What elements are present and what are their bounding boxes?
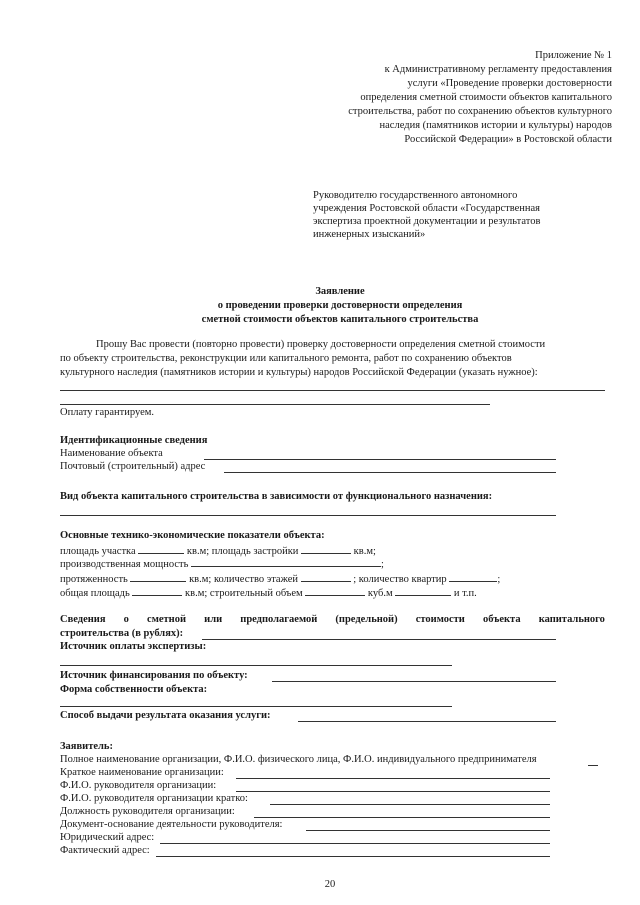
appendix-line: Приложение № 1 (535, 50, 612, 61)
request-line: культурного наследия (памятников истории и культуры) народов Российской Федерации (указать нужное): (60, 367, 538, 378)
cost-word: стоимости (415, 614, 465, 625)
object-type-field[interactable] (60, 515, 556, 516)
actual-address-field[interactable] (156, 856, 550, 857)
etc-label: и т.п. (453, 588, 477, 599)
volume-field[interactable] (305, 586, 365, 596)
head-fio-field[interactable] (236, 791, 550, 792)
legal-address-field[interactable] (160, 843, 550, 844)
head-fio-short-field[interactable] (270, 804, 550, 805)
basis-doc-field[interactable] (306, 830, 550, 831)
request-line: Прошу Вас провести (повторно провести) проверку достоверности определения сметной стоимости (96, 339, 546, 350)
punctuation: ; (381, 559, 384, 570)
cost-word: о (123, 614, 129, 625)
appendix-line: к Административному регламенту предоставления (384, 64, 612, 75)
building-area-field[interactable] (301, 544, 351, 554)
volume-label: кв.м; строительный объем (185, 588, 303, 599)
applicant-heading: Заявитель: (60, 741, 113, 752)
indicators-row-4 (60, 586, 477, 600)
object-name-label: Наименование объекта (60, 448, 163, 459)
indicators-row-3 (60, 572, 500, 586)
punctuation: ; (497, 574, 501, 585)
short-name-label: Краткое наименование организации: (60, 767, 224, 778)
finance-source-field[interactable] (272, 681, 556, 682)
appendix-line: Российской Федерации» в Ростовской области (404, 134, 612, 145)
length-field[interactable] (130, 572, 186, 582)
total-area-label: общая площадь (60, 588, 130, 599)
cost-field[interactable] (202, 639, 556, 640)
cost-word: сметной (147, 614, 187, 625)
request-line: по объекту строительства, реконструкции или капитального ремонта, работ по сохранению объектов (60, 353, 512, 364)
guarantee-text: Оплату гарантируем. (60, 407, 155, 418)
capacity-field[interactable] (191, 557, 381, 567)
unit-label: куб.м (367, 588, 393, 599)
cost-word: капитального (538, 614, 605, 625)
object-type-heading: Вид объекта капитального строительства в зависимости от функционального назначения: (60, 491, 493, 502)
plot-area-field[interactable] (138, 544, 184, 554)
indicators-row-2 (60, 557, 384, 571)
addressee-line: Руководителю государственного автономного (313, 190, 518, 201)
cost-word: предполагаемой (240, 614, 318, 625)
finance-source-label: Источник финансирования по объекту: (60, 670, 248, 681)
floors-field[interactable] (301, 572, 351, 582)
length-label: протяженность (60, 574, 128, 585)
actual-address-label: Фактический адрес: (60, 845, 150, 856)
title-line: сметной стоимости объектов капитального строительства (201, 314, 479, 325)
delivery-field[interactable] (298, 721, 556, 722)
request-fill-line[interactable] (60, 404, 490, 405)
appendix-line: услуги «Проведение проверки достоверности (407, 78, 612, 89)
head-fio-short-label: Ф.И.О. руководителя организации кратко: (60, 793, 248, 804)
legal-address-label: Юридический адрес: (60, 832, 155, 843)
addressee-line: экспертиза проектной документации и результатов (313, 216, 541, 227)
cost-word: (предельной) (335, 614, 398, 625)
appendix-line: строительства, работ по сохранению объектов культурного (348, 106, 612, 117)
appendix-line: наследия (памятников истории и культуры) народов (379, 120, 612, 131)
head-position-field[interactable] (254, 817, 550, 818)
payment-source-field[interactable] (60, 665, 452, 666)
title-line: Заявление (315, 286, 365, 297)
title-line: о проведении проверки достоверности определения (217, 300, 463, 311)
delivery-label: Способ выдачи результата оказания услуги: (60, 710, 271, 721)
cost-word: объекта (482, 614, 521, 625)
cost-word: или (204, 614, 223, 625)
unit-label: кв.м; (353, 546, 376, 557)
plot-area-label: площадь участка (60, 546, 136, 557)
addressee-line: инженерных изысканий» (313, 229, 426, 240)
payment-source-label: Источник оплаты экспертизы: (60, 641, 207, 652)
identification-heading: Идентификационные сведения (60, 435, 208, 446)
ownership-label: Форма собственности объекта: (60, 684, 208, 695)
object-name-field[interactable] (204, 459, 556, 460)
head-fio-label: Ф.И.О. руководителя организации: (60, 780, 217, 791)
short-name-field[interactable] (236, 778, 550, 779)
appendix-line: определения сметной стоимости объектов капитального (360, 92, 612, 103)
cost-word: Сведения (60, 614, 106, 625)
cost-line-1 (60, 614, 605, 626)
apartments-label: ; количество квартир (353, 574, 447, 585)
request-fill-line[interactable] (60, 390, 605, 391)
full-name-label: Полное наименование организации, Ф.И.О. физического лица, Ф.И.О. индивидуального предпринимателя (60, 754, 537, 765)
capacity-label: производственная мощность (60, 559, 189, 570)
full-name-field[interactable] (588, 765, 598, 766)
total-area-field[interactable] (132, 586, 182, 596)
ownership-field[interactable] (60, 706, 452, 707)
unit-label: кв.м; (186, 546, 210, 557)
other-field[interactable] (395, 586, 451, 596)
postal-address-label: Почтовый (строительный) адрес (60, 461, 206, 472)
basis-doc-label: Документ-основание деятельности руководителя: (60, 819, 283, 830)
addressee-line: учреждения Ростовской области «Государственная (313, 203, 540, 214)
indicators-heading: Основные технико-экономические показатели объекта: (60, 530, 325, 541)
apartments-field[interactable] (449, 572, 497, 582)
cost-line-2: строительства (в рублях): (60, 628, 184, 639)
page-number: 20 (324, 879, 336, 890)
building-area-label: площадь застройки (211, 546, 299, 557)
floors-label: кв.м; количество этажей (189, 574, 298, 585)
postal-address-field[interactable] (224, 472, 556, 473)
indicators-row-1 (60, 544, 376, 558)
head-position-label: Должность руководителя организации: (60, 806, 235, 817)
